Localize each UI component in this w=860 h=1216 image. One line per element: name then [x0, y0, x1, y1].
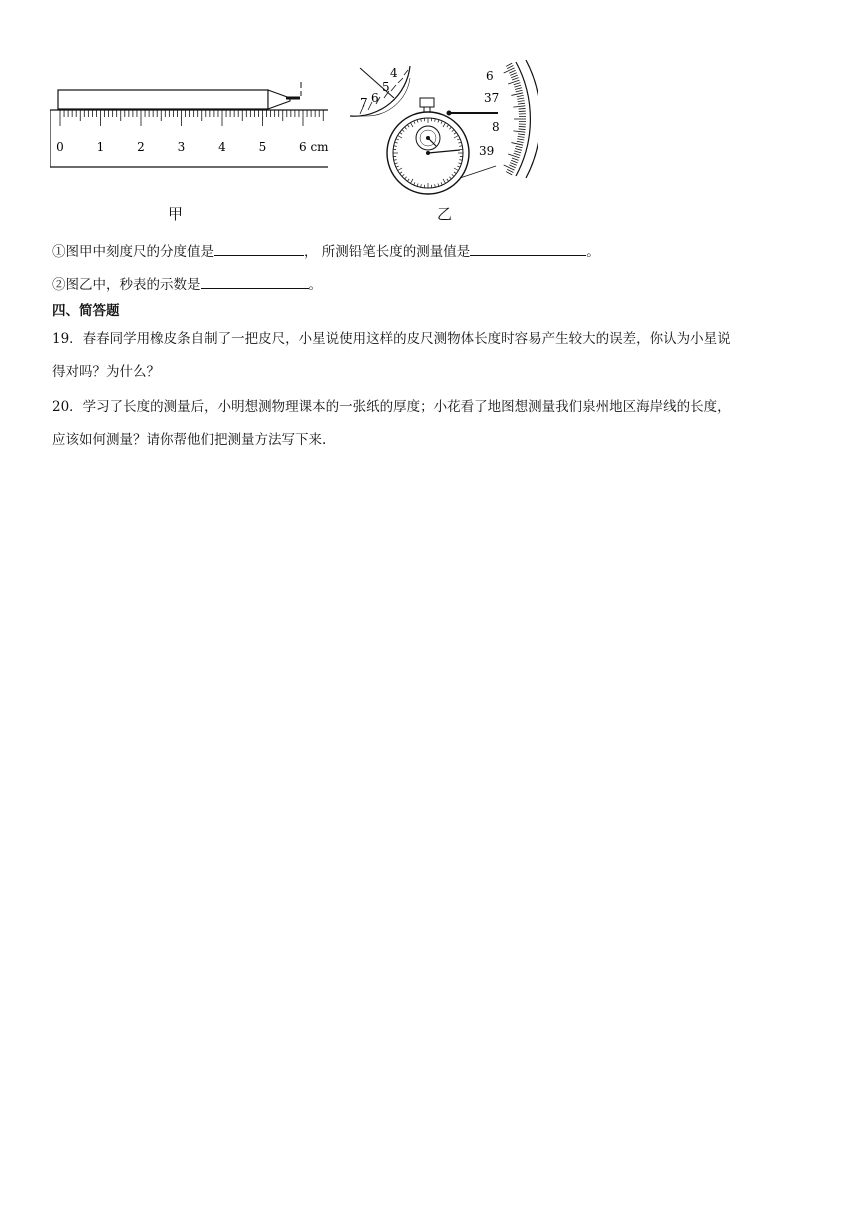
seconds-tick — [510, 163, 516, 166]
q20-line2: 应该如何测量？请你帮他们把测量方法写下来. — [52, 432, 327, 448]
q18-part1-end: 。 — [586, 244, 600, 260]
seconds-tick — [515, 88, 522, 90]
seconds-tick — [512, 78, 519, 80]
ruler-label-5: 5 — [258, 140, 267, 154]
seconds-tick — [517, 95, 524, 96]
seconds-tick — [512, 158, 519, 160]
ruler-ticks — [60, 110, 323, 126]
q18-blank-division-value[interactable] — [214, 241, 304, 256]
q18-part2-end: 。 — [308, 277, 322, 293]
q18-blank-stopwatch-reading[interactable] — [201, 274, 309, 289]
minute-dial-label-6: 6 — [371, 91, 379, 105]
minute-dial-label-4: 4 — [390, 66, 398, 80]
q18-part2 — [52, 274, 322, 295]
pencil-body — [58, 90, 268, 109]
seconds-tick — [506, 172, 512, 175]
q18-part1-prefix: ①图甲中刻度尺的分度值是 — [52, 244, 214, 260]
seconds-scale-ticks — [504, 63, 526, 175]
seconds-tick — [504, 165, 515, 170]
seconds-tick — [507, 66, 513, 69]
seconds-tick — [514, 153, 521, 155]
seconds-tick — [509, 165, 515, 168]
seconds-tick — [511, 93, 523, 96]
q19-line2: 得对吗？为什么？ — [52, 364, 160, 380]
seconds-tick — [513, 131, 525, 132]
seconds-label-8: 8 — [492, 120, 500, 134]
ruler-figure — [50, 70, 340, 175]
seconds-tick — [516, 90, 523, 92]
figure-jia-caption: 甲 — [168, 205, 184, 223]
seconds-tick — [517, 98, 524, 99]
seconds-tick — [511, 75, 518, 78]
seconds-label-6: 6 — [486, 69, 494, 83]
minute-dial-label-5: 5 — [382, 80, 390, 94]
seconds-scale-arc-outer — [526, 60, 538, 178]
seconds-tick — [511, 160, 518, 163]
section-title: 四、简答题 — [52, 303, 120, 319]
ruler-label-4: 4 — [218, 140, 226, 154]
seconds-tick — [515, 148, 522, 150]
ruler-labels — [56, 140, 329, 154]
ruler-label-2: 2 — [137, 140, 145, 154]
ruler-label-3: 3 — [177, 140, 186, 154]
seconds-tick — [510, 73, 516, 76]
figure-yi-caption: 乙 — [437, 205, 453, 223]
seconds-tick — [516, 146, 523, 148]
seconds-tick — [507, 169, 513, 172]
seconds-tick — [518, 103, 525, 104]
seconds-tick — [518, 101, 525, 102]
q18-part2-prefix: ②图乙中，秒表的示数是 — [52, 277, 201, 293]
ruler-label-6cm: 6 cm — [299, 140, 329, 154]
seconds-tick — [514, 83, 521, 85]
seconds-tick — [519, 108, 526, 109]
seconds-label-37: 37 — [484, 91, 500, 105]
seconds-tick — [513, 106, 525, 107]
seconds-tick — [518, 134, 525, 135]
seconds-tick — [509, 70, 515, 73]
seconds-label-39: 39 — [479, 144, 495, 158]
seconds-tick — [519, 129, 526, 130]
seconds-tick — [518, 136, 525, 137]
minute-dial-arc — [350, 66, 410, 116]
seconds-tick — [511, 143, 523, 146]
seconds-tick — [514, 85, 521, 87]
seconds-tick — [514, 151, 521, 153]
seconds-tick — [517, 141, 524, 142]
q18-part1 — [52, 241, 600, 262]
seconds-tick — [504, 68, 515, 73]
q20-line1: 20．学习了长度的测量后，小明想测物理课本的一张纸的厚度；小花看了地图想测量我们泉州地区海岸线的长度， — [52, 399, 731, 415]
ruler-label-0: 0 — [56, 140, 64, 154]
q19-line1: 19．春春同学用橡皮条自制了一把皮尺，小星说使用这样的皮尺测物体长度时容易产生较大的误差，你认为小星说 — [52, 331, 731, 347]
minute-dial-label-7: 7 — [360, 96, 368, 110]
ruler-label-1: 1 — [96, 140, 105, 154]
seconds-tick — [506, 63, 512, 66]
q18-part1-mid: ， 所测铅笔长度的测量值是 — [304, 244, 471, 260]
seconds-tick — [517, 139, 524, 140]
stopwatch-crown — [420, 98, 434, 107]
stopwatch-figure — [348, 58, 538, 200]
q18-blank-pencil-length[interactable] — [470, 241, 586, 256]
